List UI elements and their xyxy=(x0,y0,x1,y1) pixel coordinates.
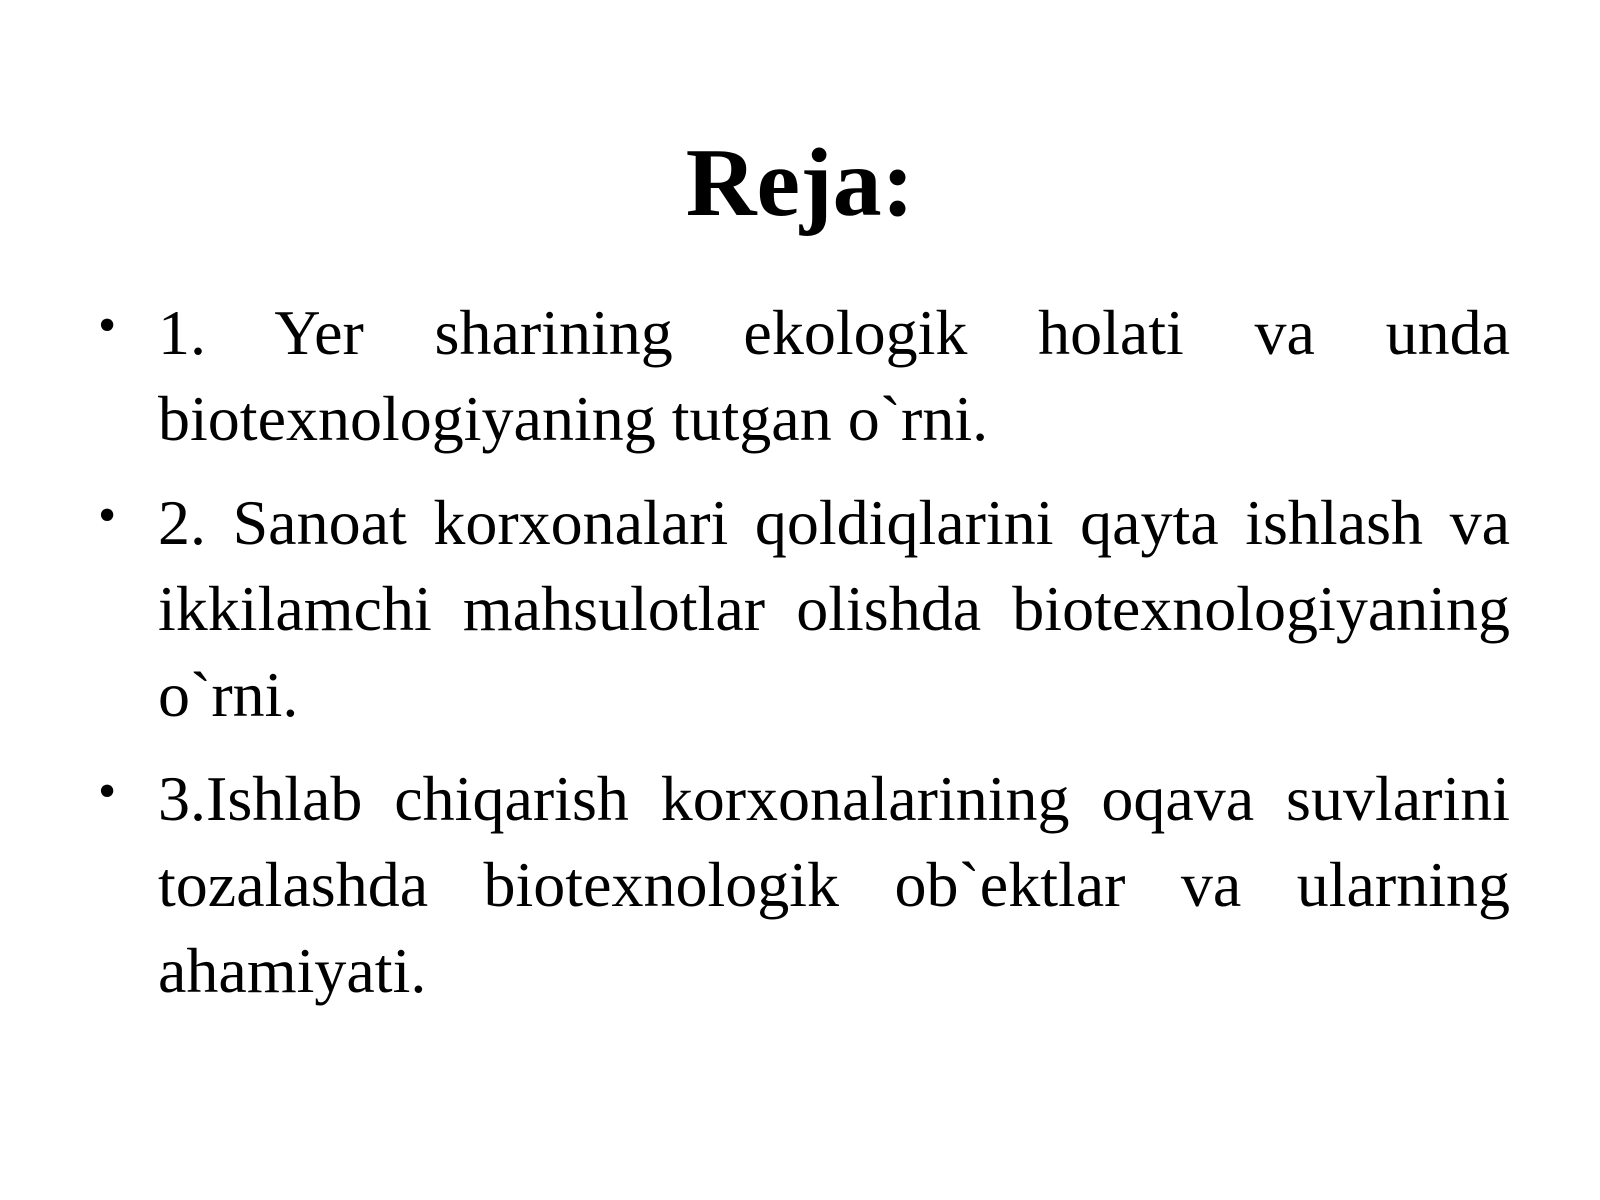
list-item-text: 3.Ishlab chiqarish korxonalarining oqava suvlarini tozalashda biotexnologik ob`ektlar va ularning ahamiyati. xyxy=(158,763,1510,1006)
list-item xyxy=(90,756,1510,1014)
list-item xyxy=(90,480,1510,738)
list-item-text: 2. Sanoat korxonalari qoldiqlarini qayta ishlash va ikkilamchi mahsulotlar olishda biotexnologiyaning o`rni. xyxy=(158,487,1510,730)
bullet-icon: • xyxy=(98,763,117,820)
bullet-icon: • xyxy=(98,487,117,544)
list-item-text: 1. Yer sharining ekologik holati va unda biotexnologiyaning tutgan o`rni. xyxy=(158,297,1510,454)
bullet-list xyxy=(90,290,1510,1032)
bullet-icon: • xyxy=(98,297,117,354)
slide-title: Reja: xyxy=(685,129,915,237)
list-item xyxy=(90,290,1510,462)
